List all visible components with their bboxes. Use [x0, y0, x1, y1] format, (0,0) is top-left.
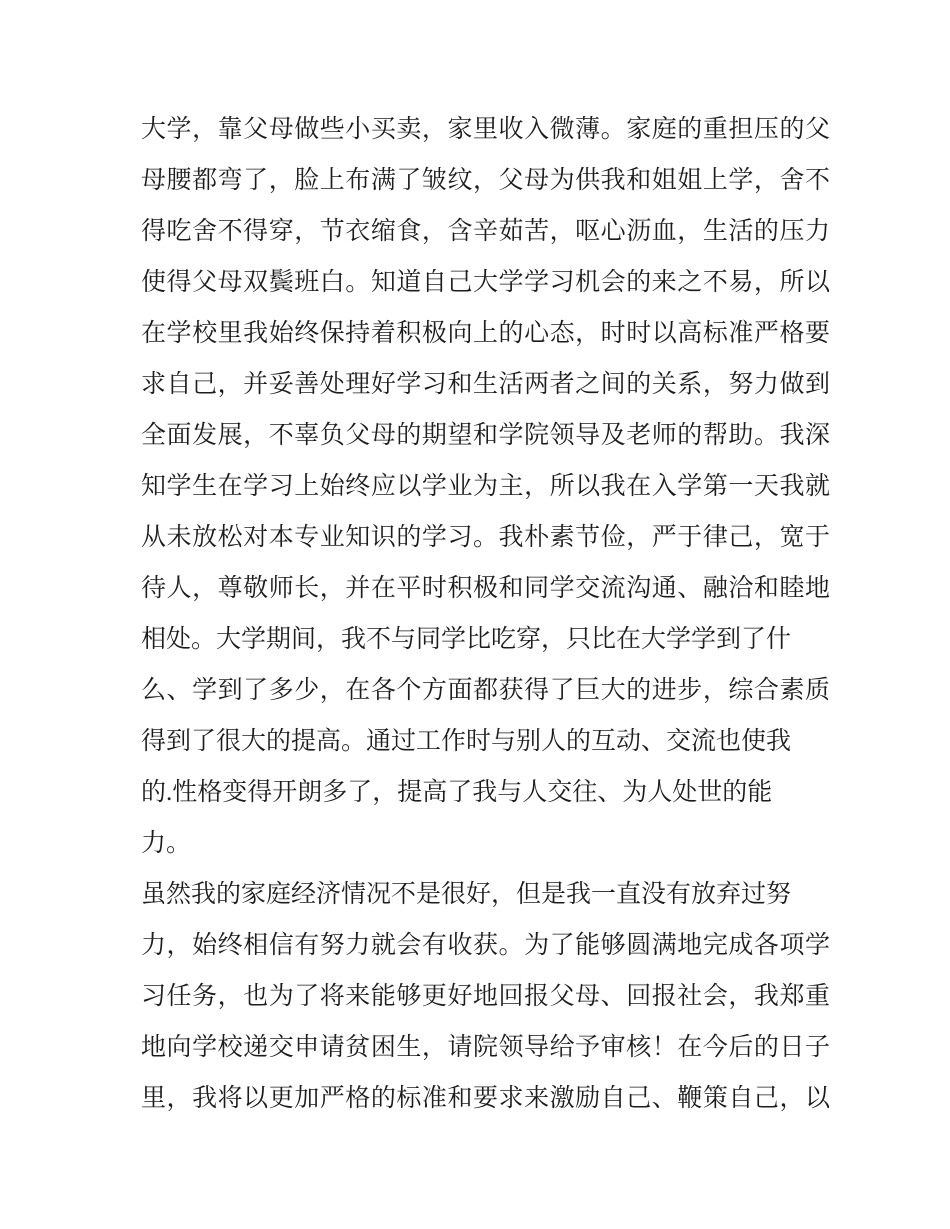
text-line: 虽然我的家庭经济情况不是很好，但是我一直没有放弃过努	[141, 881, 792, 908]
text-line: 地向学校递交申请贫困生，请院领导给予审核！在今后的日子	[141, 1034, 830, 1061]
document-text-block	[141, 104, 830, 1124]
text-line: 习任务，也为了将来能够更好地回报父母、回报社会，我郑重	[141, 983, 830, 1010]
text-line: 全面发展，不辜负父母的期望和学院领导及老师的帮助。我深	[141, 422, 830, 449]
text-line: 的.性格变得开朗多了，提高了我与人交往、为人处世的能	[141, 779, 773, 806]
text-line: 里，我将以更加严格的标准和要求来激励自己、鞭策自己，以	[141, 1085, 830, 1112]
text-line: 从未放松对本专业知识的学习。我朴素节俭，严于律己，宽于	[141, 524, 830, 551]
text-line: 得到了很大的提高。通过工作时与别人的互动、交流也使我	[141, 728, 792, 755]
text-line: 在学校里我始终保持着积极向上的心态，时时以高标准严格要	[141, 320, 830, 347]
text-line: 相处。大学期间，我不与同学比吃穿，只比在大学学到了什	[141, 626, 792, 653]
text-line: 力。	[141, 830, 192, 857]
text-line: 待人，尊敬师长，并在平时积极和同学交流沟通、融洽和睦地	[141, 575, 830, 602]
text-line: 大学，靠父母做些小买卖，家里收入微薄。家庭的重担压的父	[141, 116, 830, 143]
text-line: 知学生在学习上始终应以学业为主，所以我在入学第一天我就	[141, 473, 830, 500]
text-line: 力，始终相信有努力就会有收获。为了能够圆满地完成各项学	[141, 932, 830, 959]
text-line: 使得父母双鬓班白。知道自己大学学习机会的来之不易，所以	[141, 269, 830, 296]
text-line: 么、学到了多少，在各个方面都获得了巨大的进步，综合素质	[141, 677, 830, 704]
text-line: 母腰都弯了，脸上布满了皱纹，父母为供我和姐姐上学，舍不	[141, 167, 830, 194]
text-line: 得吃舍不得穿，节衣缩食，含辛茹苦，呕心沥血，生活的压力	[141, 218, 830, 245]
text-line: 求自己，并妥善处理好学习和生活两者之间的关系，努力做到	[141, 371, 830, 398]
